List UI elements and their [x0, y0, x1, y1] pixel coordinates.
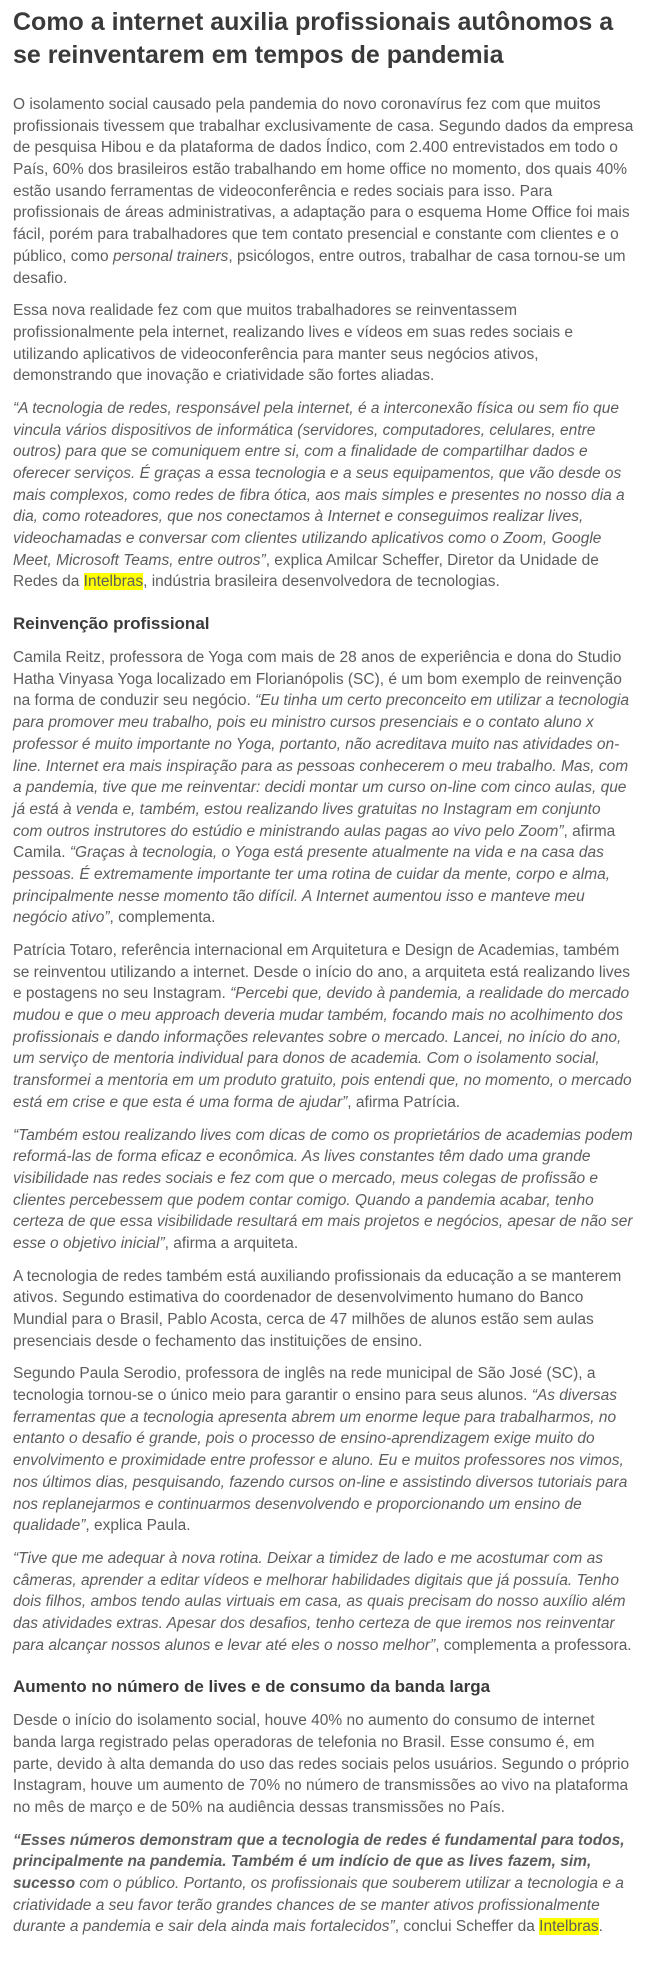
text-segment: “Também estou realizando lives com dicas de como os proprietários de academias podem reformá-las de forma eficaz e econômica. As lives constantes têm dado uma grande visibilidade nas redes sociais e fez com que o mercado, meus colegas de profissão e clientes percebessem que podem contar comigo. Quando a pandemia acabar, tenho certeza de que essa visibilidade resultará em mais projetos e negócios, apesar de não ser esse o objetivo inicial” [13, 1126, 633, 1252]
text-segment: , explica Paula. [85, 1517, 191, 1535]
paragraph [13, 94, 634, 289]
text-segment: Segundo Paula Serodio, professora de inglês na rede municipal de São José (SC), a tecnologia tornou-se o único meio para garantir o ensino para seus alunos. [13, 1365, 596, 1405]
paragraph [13, 1125, 634, 1255]
text-segment: O isolamento social causado pela pandemia do novo coronavírus fez com que muitos profissionais tivessem que trabalhar exclusivamente de casa. Segundo dados da empresa de pesquisa Hibou e da plataforma de dados Índico, com 2.400 entrevistados em todo o País, 60% dos brasileiros estão trabalhando em home office no momento, dos quais 40% estão usando ferramentas de videoconferência e redes sociais para isso. Para profissionais de áreas administrativas, a adaptação para o esquema Home Office foi mais fácil, porém para trabalhadores que tem contato presencial e constante com clientes e o público, como [13, 96, 634, 265]
paragraph [13, 1830, 634, 1938]
text-segment: A tecnologia de redes também está auxiliando profissionais da educação a se manterem ativos. Segundo estimativa do coordenador de desenvolvimento humano do Banco Mundial para o Brasil, Pablo Acosta, cerca de 47 milhões de alunos estão sem aulas presenciais desde o fechamento das instituições de ensino. [13, 1267, 622, 1350]
text-segment: Essa nova realidade fez com que muitos trabalhadores se reinventassem profissionalmente pela internet, realizando lives e vídeos em suas redes sociais e utilizando aplicativos de videoconferência para manter seus negócios ativos, demonstrando que inovação e criatividade são fortes aliadas. [13, 302, 574, 385]
text-segment: , complementa. [109, 909, 216, 927]
text-segment: “As diversas ferramentas que a tecnologia apresenta abrem um enorme leque para trabalharmos, no entanto o desafio é grande, pois o processo de ensino-aprendizagem exige muito do envolvimento e proximidade entre professor e aluno. Eu e muitos professores nos vimos, nos últimos dias, pesquisando, fazendo cursos on-line e assistindo diversos tutoriais para nos replanejarmos e continuarmos desenvolvendo e proporcionando um ensino de qualidade” [13, 1387, 628, 1535]
paragraph [13, 1710, 634, 1818]
text-segment: “Tive que me adequar à nova rotina. Deixar a timidez de lado e me acostumar com as câmeras, aprender a editar vídeos e melhorar habilidades digitais que já possuía. Tenho dois filhos, ambos tendo aulas virtuais em casa, as quais precisam do nosso auxílio além das atividades extras. Apesar dos desafios, tenho certeza de que iremos nos reinventar para alcançar nossos alunos e levar até eles o nosso melhor” [13, 1549, 626, 1654]
text-segment: com o público. Portanto, os profissionais que souberem utilizar a tecnologia e a criatividade a seu favor terão grandes chances de se manter ativos profissionalmente durante a pandemia e sair dela ainda mais fortalecidos” [13, 1875, 624, 1936]
text-segment: “Eu tinha um certo preconceito em utilizar a tecnologia para promover meu trabalho, pois eu ministro cursos presenciais e o contato aluno x professor é muito importante no Yoga, portanto, não acreditava muito nas atividades on-line. Internet era mais inspiração para as pessoas conhecerem o meu trabalho. Mas, com a pandemia, tive que me reinventar: decidi montar um curso on-line com cinco aulas, que já está à venda e, também, estou realizando lives gratuitas no Instagram em conjunto com outros instrutores do estúdio e ministrando aulas pagas ao vivo pelo Zoom” [13, 692, 630, 840]
paragraph [13, 647, 634, 929]
text-segment: Camila Reitz, professora de Yoga com mais de 28 anos de experiência e dona do Studio Hatha Vinyasa Yoga localizado em Florianópolis (SC), é um bom exemplo de reinvenção na forma de conduzir seu negócio. [13, 649, 622, 710]
paragraph [13, 940, 634, 1114]
text-segment: , conclui Scheffer da [394, 1918, 540, 1936]
text-segment: “A tecnologia de redes, responsável pela internet, é a interconexão física ou sem fio que vincula vários dispositivos de informática (servidores, computadores, celulares, entre outros) para que se comuniquem entre si, com a finalidade de compartilhar dados e oferecer serviços. É graças a essa tecnologia e a seus equipamentos, que vão desde os mais complexos, como redes de fibra ótica, aos mais simples e presentes no nosso dia a dia, como roteadores, que nos conectamos à Internet e conseguimos realizar lives, videochamadas e conversar com clientes utilizando aplicativos como o Zoom, Google Meet, Microsoft Teams, entre outros” [13, 399, 625, 569]
article-title: Como a internet auxilia profissionais autônomos a se reinventarem em tempos de pandemia [13, 8, 614, 69]
paragraph [13, 1266, 634, 1353]
paragraph [13, 398, 634, 593]
text-segment: , indústria brasileira desenvolvedora de tecnologias. [143, 573, 500, 591]
text-segment: Desde o início do isolamento social, houve 40% no aumento do consumo de internet banda larga registrado pelas operadoras de telefonia no Brasil. Esse consumo é, em parte, devido à alta demanda do uso das redes sociais pelos usuários. Segundo o próprio Instagram, houve um aumento de 70% no número de transmissões ao vivo na plataforma no mês de março e de 50% na audiência dessas transmissões no País. [13, 1712, 630, 1816]
text-segment: , complementa a professora. [435, 1636, 632, 1654]
text-segment: “Percebi que, devido à pandemia, a realidade do mercado mudou e que o meu approach deveria mudar também, focando mais no acolhimento dos profissionais e dando informações relevantes sobre o mercado. Lancei, no início do ano, um serviço de mentoria individual para donos de academia. Com o isolamento social, transformei a mentoria em um produto gratuito, pois entendi que, no momento, o mercado está em crise e que esta é uma forma de ajudar” [13, 985, 632, 1111]
text-segment: Patrícia Totaro, referência internacional em Arquitetura e Design de Academias, também se reinventou utilizando a internet. Desde o início do ano, a arquiteta está realizando lives e postagens no seu Instagram. [13, 942, 630, 1003]
text-segment: . [598, 1918, 603, 1936]
text-segment: , afirma Camila. [13, 822, 616, 862]
highlighted-term: Intelbras [83, 573, 144, 591]
paragraph [13, 300, 634, 387]
text-segment: “Graças à tecnologia, o Yoga está presente atualmente na vida e na casa das pessoas. É extremamente importante ter uma rotina de cuidar da mente, corpo e alma, principalmente nesse momento tão difícil. A Internet aumentou isso e manteve meu negócio ativo” [13, 844, 611, 927]
section-heading: Aumento no número de lives e de consumo da banda larga [13, 1677, 491, 1697]
text-segment: , explica Amilcar Scheffer, Diretor da Unidade de Redes da [13, 551, 599, 591]
section-heading: Reinvenção profissional [13, 614, 210, 634]
text-segment: personal trainers [112, 247, 229, 265]
text-segment: , afirma Patrícia. [347, 1093, 461, 1111]
paragraph [13, 1548, 634, 1656]
text-segment: “Esses números demonstram que a tecnologia de redes é fundamental para todos, principalmente na pandemia. Também é um indício de que as lives fazem, sim, sucesso [13, 1831, 625, 1893]
text-segment: , psicólogos, entre outros, trabalhar de casa tornou-se um desafio. [13, 247, 626, 287]
paragraph [13, 1363, 634, 1537]
highlighted-term: Intelbras [539, 1918, 599, 1936]
text-segment: , afirma a arquiteta. [164, 1234, 299, 1252]
article-body [13, 94, 634, 1938]
